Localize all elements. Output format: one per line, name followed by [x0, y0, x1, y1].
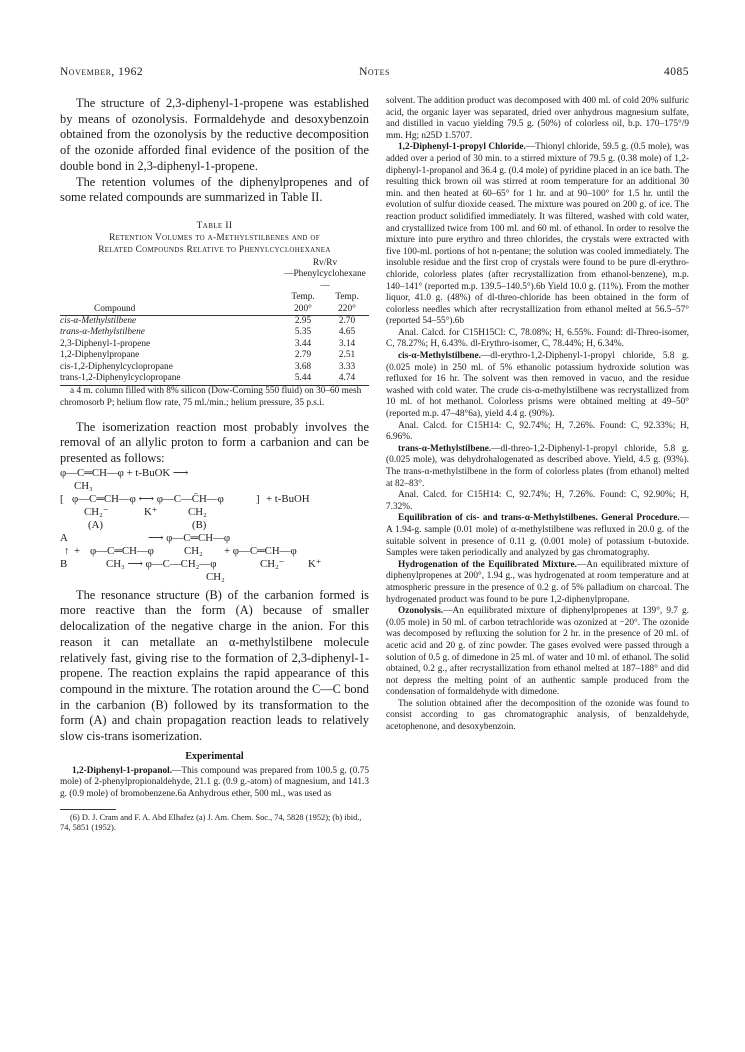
- table-row: 2,3-Diphenyl-1-propene 3.44 3.14: [60, 338, 356, 349]
- paragraph-ozonolysis: Ozonolysis.—An equilibrated mixture of diphenylpropenes at 139°, 9.7 g. (0.05 mole) in 50 ml. of carbon tetrachloride was ozonized at −20°. The ozonide was decomposed by refluxing the solution for 2 hr. in the presence of 20 ml. of acetic acid and 20 g. of zinc powder. The gases evolved were passed through a solution of 0.5 g. of dimedone in 25 ml. of water and 10 ml. of ethanol. The solid obtained, 0.2 g., after recrystallization from ethanol melted at 187–188° and did not depress the melting point of an authentic sample produced from the condensation of formaldehyde with dimedone.: [386, 606, 689, 698]
- paragraph-structure: The structure of 2,3-diphenyl-1-propene was established by means of ozonolysis. Formaldehyde and desoxybenzoin obtained from the ozonolysis by the reductive decomposition of the ozonide afforded final evidence of the position of the double bond in 2,3-diphenyl-1-propene.: [60, 96, 369, 173]
- reaction-scheme: φ—C═CH—φ + t-BuOK ⟶ CH₃ [ φ—C═CH—φ ⟷ φ—C—C̄H—φ ] + t-BuOH CH₂⁻ K⁺ CH₂ (A) (B) A ⟶ φ—C═CH—φ ↑ + φ—C═CH—φ CH₂ + φ—C═CH—φ B CH₃ ⟶ φ—C—CH₂—φ CH₂⁻ K⁺ CH₂: [60, 466, 322, 583]
- paragraph-chloride: 1,2-Diphenyl-1-propyl Chloride.—Thionyl chloride, 59.5 g. (0.5 mole), was added over a period of 30 min. to a stirred mixture of 79.5 g. (0.38 mole) of 1,2-diphenyl-1-propanol and 36.4 g. (0.4 mole) of pyridine placed in an ice bath. The resulting thick brown oil was stirred at room temperature for an additional 30 min. and then heated at 60–65° for 1 hr. and at 90–100° for 1.5 hr. until the evolution of sulfur dioxide ceased. The mixture was poured on 200 g. of ice. The reaction product solidified immediately. It was filtered, washed with cold water, and crystallized twice from 100 ml. and 60 ml. of ethanol. In order to resolve the mixture into pure erythro and threo chlorides, the crystals were extracted with five 100-ml. portions of hot n-pentane; the solution was cooled immediately. The insoluble residue and the first crop of crystals were found to be pure dl-erythro-chloride, colorless plates (after recrystallization from ethanol-benzene), m.p. 140–141° (reported m.p. 139.5–140.5°).6b Yield 10.0 g. (11%). From the mother liquor, 41.0 g. (48%) of dl-threo-chloride has been obtained in the form of colorless needles which after recrystallization from ethanol melted at 56.5–57° (reported 54–55°).6b: [386, 142, 689, 327]
- compound-header: Compound: [94, 303, 136, 314]
- table-footnote: a 4 m. column filled with 8% silicon (Dow-Corning 550 fluid) on 30–60 mesh chromosorb P; helium flow rate, 75 ml./min.; helium pressure, 35 p.s.i.: [60, 385, 369, 409]
- table-row: cis-1,2-Diphenylcyclopropane 3.68 3.33: [60, 361, 356, 372]
- table-title-line1: Retention Volumes to α-Methylstilbenes and of: [109, 232, 320, 243]
- paragraph-cis-stilbene: cis-α-Methylstilbene.—dl-erythro-1,2-Diphenyl-1-propyl chloride, 5.8 g. (0.025 mole) in 250 ml. of 5% ethanolic potassium hydroxide solution was refluxed for 16 hr. The solvent was then removed in vacuo, and the residue washed with cold water. The crude cis-α-methylstilbene was recrystallized from 10 ml. of hot methanol. Colorless prisms were obtained melting at 49–50° (reported m.p. 47–48°6a), yield 4.4 g. (90%).: [386, 351, 689, 420]
- header-section: Notes: [359, 66, 390, 78]
- footnote-divider: [60, 809, 116, 810]
- paragraph-anal-3: Anal. Calcd. for C15H14: C, 92.74%; H, 7.26%. Found: C, 92.90%; H, 7.32%.: [386, 490, 689, 512]
- paragraph-anal-2: Anal. Calcd. for C15H14: C, 92.74%; H, 7.26%. Found: C, 92.33%; H, 6.96%.: [386, 420, 689, 443]
- table-caption: Table II: [196, 220, 233, 231]
- paragraph-retention: The retention volumes of the diphenylpropenes and of some related compounds are summarized in Table II.: [60, 174, 369, 205]
- right-column: [386, 96, 689, 734]
- footnote-6: (6) D. J. Cram and F. A. Abd Elhafez (a) J. Am. Chem. Soc., 74, 5828 (1952); (b) ibid., 74, 5851 (1952).: [60, 812, 362, 833]
- page-number: 4085: [664, 66, 689, 78]
- group-header: —Phenylcyclohexane—: [284, 269, 366, 291]
- paragraph-resonance: The resonance structure (B) of the carbanion formed is more reactive than the form (A) because of smaller delocalization of the negative charge in the anion. For this reason it can metallate an α-methylstilbene molecule relatively fast, giving rise to the formation of 2,3-diphenyl-1-propene. The reaction explains the rapid appearance of this compound in the mixture. The rotation around the C—C bond in the carbanion (B) followed by its transformation to the form (A) and chain propagation reaction leads to relatively slow cis-trans isomerization.: [60, 587, 369, 744]
- header-date: November, 1962: [60, 66, 144, 78]
- table-row: cis-α-Methylstilbene 2.95 2.70: [60, 315, 369, 327]
- rv-header: Rv/Rv: [312, 257, 338, 268]
- paragraph-propanol: 1,2-Diphenyl-1-propanol.—This compound was prepared from 100.5 g. (0.75 mole) of 2-phenylpropionaldehyde, 21.1 g. (0.9 g.-atom) of magnesium, and 141.3 g. (0.9 mole) of bromobenzene.6a Anhydrous ether, 500 ml., was used as: [60, 765, 369, 799]
- paragraph-trans-stilbene: trans-α-Methylstilbene.—dl-threo-1,2-Diphenyl-1-propyl chloride, 5.8 g. (0.025 mole), was dehydrohalogenated as described above. Yield, 4.5 g. (93%). The trans-α-methylstilbene in the form of colorless plates (from ethanol) melted at 82–83°.: [386, 443, 689, 489]
- left-column: [60, 96, 369, 834]
- paragraph-isomerization: The isomerization reaction most probably involves the removal of an allylic proton to form a carbanion and can be presented as follows:: [60, 419, 369, 465]
- paragraph-equilibration: Equilibration of cis- and trans-α-Methylstilbenes. General Procedure.—A 1.94-g. sample (0.01 mole) of α-methylstilbene was refluxed in 20.0 g. of the suitable solvent in presence of 0.11 g. (0.001 mole) of potassium t-butoxide. Samples were taken periodically and analyzed by gas chromatography.: [386, 513, 689, 559]
- table-row: 1,2-Diphenylpropane 2.79 2.51: [60, 350, 356, 361]
- paragraph-solvent: solvent. The addition product was decomposed with 400 ml. of cold 20% sulfuric acid, the organic layer was separated, dried over anhydrous magnesium sulfate, and distilled in vacuo yielding 79.5 g. (50%) of colorless oil, b.p. 170–175°/9 mm. Hg; n25D 1.5707.: [386, 96, 689, 141]
- paragraph-anal-1: Anal. Calcd. for C15H15Cl: C, 78.08%; H, 6.55%. Found: dl-Threo-isomer, C, 78.27%; H, 6.43%. dl-Erythro-isomer, C, 78.44%; H, 6.34%.: [386, 327, 689, 350]
- page-header: [60, 66, 689, 80]
- table-row: trans-α-Methylstilbene 5.35 4.65: [60, 327, 356, 338]
- retention-table: Rv/Rv —Phenylcyclohexane— Temp. Temp. Compound 200° 220° cis-α-Methylstilbene 2.95 2.70 trans-α-Methylstilbene 5.35 4.65 2,3-Diphenyl-1-propene 3.44 3.14 1,2-Diphenylpropane 2.79 2.51 cis-1,2-Diphenylcyclopropane 3.68 3.33 trans-1,2-Diphenylcyclopropane 5.44 4.74: [60, 258, 369, 384]
- paragraph-hydrogenation: Hydrogenation of the Equilibrated Mixture.—An equilibrated mixture of diphenylpropenes at 200°, 1.94 g., was hydrogenated at room temperature and at atmospheric pressure in the presence of 0.2 g. of 5% palladium on charcoal. The hydrogenated product was found to be pure 1,2-diphenylpropane.: [386, 559, 689, 605]
- paragraph-solution: The solution obtained after the decomposition of the ozonide was found to consist according to gas chromatographic analysis, of benzaldehyde, acetophenone, and desoxybenzoin.: [386, 698, 689, 733]
- table-row: trans-1,2-Diphenylcyclopropane 5.44 4.74: [60, 372, 356, 383]
- table-title-line2: Related Compounds Relative to Phenylcyclohexanea: [98, 244, 331, 255]
- experimental-heading: Experimental: [185, 750, 244, 762]
